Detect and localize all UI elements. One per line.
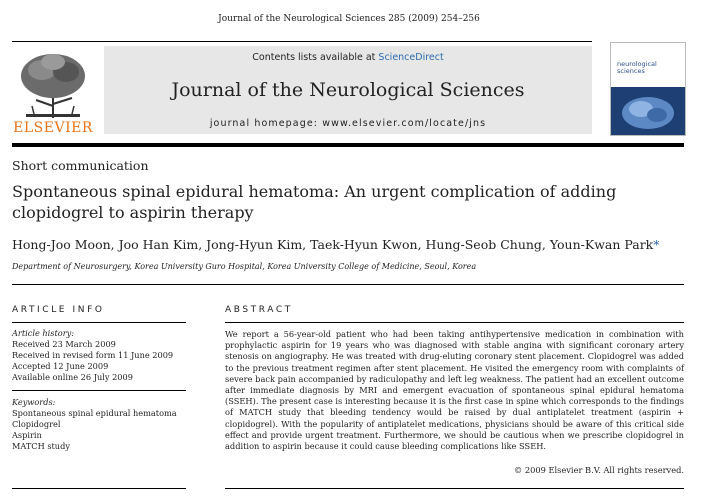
keyword-item: Clopidogrel xyxy=(12,419,61,429)
keyword-item: MATCH study xyxy=(12,441,70,451)
article-title: Spontaneous spinal epidural hematoma: An urgent complication of adding clopidogrel to aspirin therapy xyxy=(12,182,617,222)
keywords xyxy=(12,397,186,452)
abstract-text: We report a 56-year-old patient who had been taking antihypertensive medication in combination with prophylactic aspirin for 19 years who was diagnosed with stable angina with significant coronary artery stenosis on angiography. He was treated with drug-eluting coronary stent placement. Clopidogrel was added to the previous treatment regimen after stent placement. He visited the emergency room with complaints of severe back pain accompanied by radiculopathy and left leg weakness. The patient had an excellent outcome after immediate diagnosis by MRI and emergent evacuation of spontaneous spinal epidural hematoma (SSEH). The present case is interesting because it is the first case in spine which corresponds to the findings of MATCH study that bleeding tendency would be raised by dual antiplatelet treatment (aspirin + clopidogrel). With the popularity of antiplatelet medications, physicians should be aware of this critical side effect and provide urgent treatment. Furthermore, we should be cautious when we prescribe clopidogrel in addition to aspirin because it could cause bleeding complications like SSEH. xyxy=(225,329,684,452)
abstract-rule-top xyxy=(225,322,684,323)
keywords-label: Keywords: xyxy=(12,397,56,407)
keyword-item: Aspirin xyxy=(12,430,42,440)
history-label: Article history: xyxy=(12,328,74,338)
history-received: Received 23 March 2009 xyxy=(12,339,116,349)
article-history xyxy=(12,328,186,383)
header-rule xyxy=(12,41,592,42)
cover-title-line1: neurological xyxy=(617,60,657,68)
author-list xyxy=(12,237,684,252)
history-accepted: Accepted 12 June 2009 xyxy=(12,361,109,371)
keyword-item: Spontaneous spinal epidural hematoma xyxy=(12,408,177,418)
authors-text: Hong-Joo Moon, Joo Han Kim, Jong-Hyun Kim, Taek-Hyun Kwon, Hung-Seob Chung, Youn-Kwan Park xyxy=(12,237,654,252)
abstract-heading: ABSTRACT xyxy=(225,305,293,315)
article-info-rule-mid xyxy=(12,390,186,391)
contents-availability xyxy=(104,52,592,63)
masthead-divider xyxy=(12,143,684,147)
sciencedirect-link[interactable]: ScienceDirect xyxy=(378,52,444,63)
history-online: Available online 26 July 2009 xyxy=(12,372,133,382)
contents-prefix: Contents lists available at xyxy=(252,52,379,63)
history-revised: Received in revised form 11 June 2009 xyxy=(12,350,174,360)
author-affiliation: Department of Neurosurgery, Korea University Guro Hospital, Korea University College of Medicine, Seoul, Korea xyxy=(12,262,477,271)
corresponding-author-mark[interactable]: * xyxy=(653,237,660,252)
journal-title: Journal of the Neurological Sciences xyxy=(171,79,525,101)
journal-homepage[interactable]: journal homepage: www.elsevier.com/locate/jns xyxy=(209,118,487,129)
article-info-rule-top xyxy=(12,322,186,323)
article-info-rule-bottom xyxy=(12,488,186,489)
publisher-name: ELSEVIER xyxy=(13,120,93,136)
copyright-notice: © 2009 Elsevier B.V. All rights reserved. xyxy=(514,465,684,475)
journal-cover-thumbnail xyxy=(610,42,686,136)
article-type: Short communication xyxy=(12,158,149,173)
article-info-heading: ARTICLE INFO xyxy=(12,305,105,315)
abstract-rule-bottom xyxy=(225,488,684,489)
journal-masthead xyxy=(104,46,592,134)
cover-brain-image xyxy=(611,87,685,135)
cover-title xyxy=(617,61,657,75)
journal-citation: Journal of the Neurological Sciences 285 (2009) 254–256 xyxy=(218,14,480,24)
cover-title-line2: sciences xyxy=(617,67,645,76)
affiliation-rule xyxy=(12,284,684,285)
